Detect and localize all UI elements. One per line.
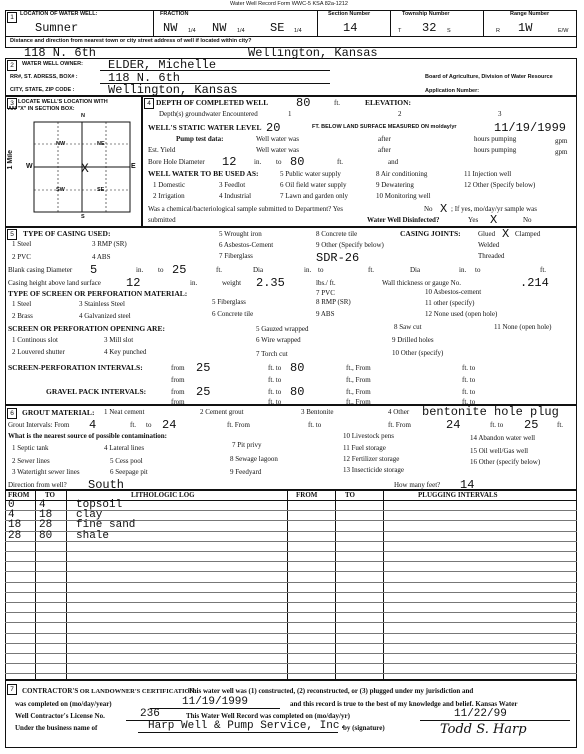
grout-ftfrom-2: ft. From <box>388 421 411 429</box>
use-2: 2 Irrigation <box>153 192 185 200</box>
range-label: Range Number <box>510 11 550 17</box>
log-desc-cell: clay <box>76 509 103 522</box>
gravel-intervals-label: GRAVEL PACK INTERVALS: <box>46 387 147 396</box>
depth-label: DEPTH OF COMPLETED WELL <box>156 98 269 107</box>
chem-sample-label: Was a chemical/bacteriological sample submitted to Department? Yes <box>148 205 343 213</box>
blank-ft-3: ft. <box>540 266 547 274</box>
weight-value: 2.35 <box>256 276 285 290</box>
cert-line-1: This water well was (1) constructed, (2) reconstructed, or (3) plugged under my jurisdiction and <box>188 687 474 695</box>
township-s: S <box>447 28 451 34</box>
joint-clamped: Clamped <box>515 230 541 238</box>
blank-in-2: in. <box>304 266 312 274</box>
perf-ftto-4: ft. to <box>462 376 476 384</box>
blank-in: in. <box>136 266 144 274</box>
contam-8: 8 Sewage lagoon <box>230 455 278 463</box>
casing-3: 3 RMP (SR) <box>92 240 127 248</box>
static-level-value: 20 <box>266 121 281 135</box>
log-rule-line <box>5 592 577 593</box>
blank-to: to <box>158 266 164 274</box>
fraction-1: NW <box>163 21 178 35</box>
groundwater-label: Depth(s) groundwater Encountered <box>159 110 258 118</box>
range-value: 1W <box>518 21 533 35</box>
static-date-value: 11/19/1999 <box>494 121 567 135</box>
quarter-label-1: 1/4 <box>188 28 196 34</box>
log-from-cell: 18 <box>8 519 22 532</box>
csz-label: CITY, STATE, ZIP CODE : <box>10 87 75 93</box>
disinfected-label: Water Well Disinfected? <box>367 216 440 224</box>
bore-and: and <box>388 158 399 166</box>
perf-intervals-label: SCREEN-PERFORATION INTERVALS: <box>8 363 143 372</box>
openings-label: SCREEN OR PERFORATION OPENING ARE: <box>8 324 165 333</box>
grout-to2-value: 25 <box>524 418 539 432</box>
bore-value: 12 <box>222 155 237 169</box>
rr-label: RR#, ST. ADRESS, BOX# : <box>10 74 78 80</box>
cert-contractor: CONTRACTOR'S <box>22 687 79 695</box>
bore-ft: ft. <box>337 158 344 166</box>
static-level-label: WELL'S STATIC WATER LEVEL <box>148 123 262 132</box>
range-ew: E/W <box>558 28 569 34</box>
bore-label: Bore Hole Diameter <box>148 158 205 166</box>
use-4: 4 Industrial <box>219 192 252 200</box>
pump-hours-1: hours pumping <box>474 135 517 143</box>
grout-to-1: to <box>146 421 152 429</box>
log-rule-line <box>5 561 577 562</box>
log-rule-line <box>5 622 577 623</box>
contam-1: 1 Septic tank <box>12 444 49 452</box>
quadrant-ne: NE <box>97 141 105 147</box>
cert-line-3b: This Water Well Record was completed on (mo/day/yr) <box>186 712 350 720</box>
above-in: in. <box>190 279 198 287</box>
screen-11: 11 other (specify) <box>425 299 475 307</box>
log-rule-line <box>5 571 577 572</box>
form-header: Water Well Record Form WWC-5 KSA 82a-1212 <box>230 1 348 7</box>
gravel-to-value: 80 <box>290 385 305 399</box>
bore-to: to <box>276 158 282 166</box>
chem-no: No <box>424 205 433 213</box>
pump-well-water-2: Well water was <box>256 146 299 154</box>
log-rule-line <box>5 663 577 664</box>
perf-to-value: 80 <box>290 361 305 375</box>
casing-4: 4 ABS <box>92 253 111 261</box>
gravel-ftto-3: ft. to <box>268 398 282 406</box>
opening-10: 10 Other (specify) <box>392 349 444 357</box>
address-value: 118 N. 6th <box>24 46 97 60</box>
owner-label: WATER WELL OWNER: <box>22 61 83 67</box>
county-value: Sumner <box>35 21 79 35</box>
casing-1: 1 Steel <box>12 240 32 248</box>
south-label: S <box>81 214 85 220</box>
cert-line-4a: Under the business name of <box>15 724 98 732</box>
log-rule-line <box>5 633 577 634</box>
cert-line-3a: Well Contractor's License No. <box>15 712 105 720</box>
section-number-4: 4 <box>144 98 154 109</box>
grout-ft-2: ft. <box>557 421 564 429</box>
contam-16: 16 Other (specify below) <box>470 458 541 466</box>
business-name-value: Harp Well & Pump Service, Inc. <box>148 720 347 732</box>
log-rule-line <box>5 653 577 654</box>
screen-12: 12 None used (open hole) <box>425 310 498 318</box>
north-label: N <box>81 113 85 119</box>
contam-4: 4 Lateral lines <box>104 444 145 452</box>
use-9: 9 Dewatering <box>376 181 414 189</box>
log-to-header: TO <box>45 491 55 499</box>
opening-1: 1 Continous slot <box>12 336 58 344</box>
pump-gpm-1: gpm <box>555 137 568 145</box>
gw-1: 1 <box>288 110 292 118</box>
quadrant-se: SE <box>97 187 105 193</box>
section-number-1: 1 <box>7 12 17 23</box>
plug-from-header: FROM <box>296 491 318 499</box>
contam-13: 13 Insecticide storage <box>343 466 405 474</box>
screen-8: 8 RMP (SR) <box>316 298 351 306</box>
fraction-3: SE <box>270 21 285 35</box>
quarter-label-2: 1/4 <box>237 28 245 34</box>
casing-2: 2 PVC <box>12 253 31 261</box>
blank-to-3: to <box>475 266 481 274</box>
above-surface-label: Casing height above land surface <box>8 279 101 287</box>
cert-line-2a: was completed on (mo/day/year) <box>15 700 112 708</box>
log-to-cell: 4 <box>39 499 46 511</box>
log-to-cell: 28 <box>39 519 53 532</box>
disinfected-no: No <box>523 216 532 224</box>
chem-mark: X <box>440 202 448 216</box>
opening-6: 6 Wire wrapped <box>256 336 301 344</box>
perf-ftfrom-2: ft., From <box>346 376 371 384</box>
contamination-label: What is the nearest source of possible contamination: <box>8 432 167 440</box>
completed-date-value: 11/19/1999 <box>182 696 249 708</box>
chem-submitted: submitted <box>148 216 176 224</box>
location-label: LOCATION OF WATER WELL: <box>20 11 98 17</box>
section-number-label: Section Number <box>328 11 371 17</box>
plugging-intervals-header: PLUGGING INTERVALS <box>418 491 498 499</box>
blank-diameter-value: 5 <box>90 263 98 277</box>
casing-9: 9 Other (Specify below) <box>316 241 384 249</box>
grout-ftto-1: ft. to <box>308 421 322 429</box>
pump-test-label: Pump test data: <box>176 135 224 143</box>
blank-dia-2: Dia <box>253 266 264 274</box>
how-many-feet-label: How many feet? <box>394 481 441 489</box>
grout-intervals-label: Grout Intervals: From <box>8 421 70 429</box>
log-from-header: FROM <box>8 491 30 499</box>
chem-ifyes: ; If yes, mo/day/yr sample was <box>451 205 537 213</box>
opening-9: 9 Drilled holes <box>392 336 434 344</box>
gravel-ftfrom-2: ft., From <box>346 398 371 406</box>
contam-3: 3 Watertight sewer lines <box>12 468 80 476</box>
joint-mark: X <box>502 227 510 241</box>
blank-ft: ft. <box>216 266 223 274</box>
grout-4: 4 Other <box>388 408 410 416</box>
section-number-7: 7 <box>7 684 17 695</box>
contam-15: 15 Oil well/Gas well <box>470 447 529 455</box>
pump-after-1: after <box>378 135 391 143</box>
disinfected-yes: Yes <box>468 216 479 224</box>
how-many-feet-value: 14 <box>460 478 475 492</box>
log-desc-cell: fine sand <box>76 519 136 532</box>
grout-ft-1: ft. <box>130 421 137 429</box>
disinfected-mark: X <box>490 213 498 227</box>
casing-label: TYPE OF CASING USED: <box>23 229 111 238</box>
joint-welded: Welded <box>478 241 500 249</box>
license-value: 236 <box>140 708 160 720</box>
pump-after-2: after <box>378 146 391 154</box>
cert-landowner: OR LANDOWNER'S CERTIFICATION: <box>79 688 197 695</box>
screen-5: 5 Fiberglass <box>212 298 246 306</box>
depth-unit: ft. <box>334 99 341 107</box>
log-from-cell: 28 <box>8 529 22 542</box>
section-value: 14 <box>343 21 358 35</box>
fraction-2: NW <box>212 21 227 35</box>
gravel-ftto-2: ft. to <box>462 388 476 396</box>
blank-dia-3: Dia <box>410 266 421 274</box>
gravel-from-value: 25 <box>196 385 211 399</box>
opening-3: 3 Mill slot <box>104 336 134 344</box>
log-rule-line <box>5 551 577 552</box>
board-label: Board of Agriculture, Division of Water Resource <box>425 74 553 80</box>
opening-2: 2 Louvered shutter <box>12 348 65 356</box>
bore-to-value: 80 <box>290 155 305 169</box>
wall-thickness-value: .214 <box>520 276 549 290</box>
casing-other-value: SDR-26 <box>316 251 360 265</box>
blank-to-2: to <box>318 266 324 274</box>
west-label: W <box>26 163 33 170</box>
log-rule-line <box>5 673 577 674</box>
quadrant-sw: SW <box>56 187 65 193</box>
perf-ftto-1: ft. to <box>268 364 282 372</box>
opening-5: 5 Gauzed wrapped <box>256 325 309 333</box>
perf-ftto-2: ft. to <box>462 364 476 372</box>
screen-9: 9 ABS <box>316 310 335 318</box>
casing-7: 7 Fiberglass <box>219 252 253 260</box>
bore-in: in. <box>254 158 262 166</box>
contam-7: 7 Pit privy <box>232 441 262 449</box>
city-value: Wellington, Kansas <box>248 46 378 60</box>
weight-label: weight <box>222 279 242 287</box>
use-11: 11 Injection well <box>464 170 512 178</box>
log-lithologic-header: LITHOLOGIC LOG <box>131 491 195 499</box>
use-1: 1 Domestic <box>153 181 186 189</box>
gravel-from-2: from <box>171 398 185 406</box>
cert-label <box>22 687 196 695</box>
contam-10: 10 Livestock pens <box>343 432 394 440</box>
use-5: 5 Public water supply <box>280 170 341 178</box>
wall-thickness-label: Wall thickness or gauge No. <box>382 279 461 287</box>
csz-value: Wellington, Kansas <box>108 83 238 97</box>
pump-gpm-2: gpm <box>555 148 568 156</box>
perf-from-1: from <box>171 364 185 372</box>
screen-10: 10 Asbestos-cement <box>425 288 482 296</box>
location-mark: X <box>81 161 89 176</box>
grout-other-value: bentonite hole plug <box>422 405 559 419</box>
grout-to-value: 24 <box>162 418 177 432</box>
screen-7: 7 PVC <box>316 289 335 297</box>
rr-value: 118 N. 6th <box>108 71 181 85</box>
section-number-6: 6 <box>7 408 17 419</box>
log-rule-line <box>5 612 577 613</box>
plug-to-header: TO <box>345 491 355 499</box>
log-desc-cell: topsoil <box>76 499 123 511</box>
grout-ftfrom-1: ft. From <box>227 421 250 429</box>
grout-3: 3 Bentonite <box>301 408 334 416</box>
log-rule-line <box>5 643 577 644</box>
contam-5: 5 Cess pool <box>110 457 143 465</box>
log-rule-line <box>5 602 577 603</box>
log-to-cell: 80 <box>39 529 53 542</box>
township-t: T <box>398 28 402 34</box>
opening-4: 4 Key punched <box>104 348 147 356</box>
gravel-ftfrom-1: ft., From <box>346 388 371 396</box>
gw-2: 2 <box>398 110 402 118</box>
range-r: R <box>496 28 500 34</box>
casing-5: 5 Wrought iron <box>219 230 262 238</box>
quarter-label-3: 1/4 <box>294 28 302 34</box>
perf-from-2: from <box>171 376 185 384</box>
gravel-ftto-1: ft. to <box>268 388 282 396</box>
fraction-label: FRACTION <box>160 11 189 17</box>
section-number-5: 5 <box>7 229 17 240</box>
grout-from2-value: 24 <box>446 418 461 432</box>
weight-unit: lbs./ ft. <box>316 279 336 287</box>
est-yield-label: Est. Yield <box>148 146 176 154</box>
record-date-value: 11/22/99 <box>454 708 507 720</box>
use-8: 8 Air conditioning <box>376 170 428 178</box>
opening-8: 8 Saw cut <box>394 323 422 331</box>
screen-2: 2 Brass <box>12 312 33 320</box>
pump-hours-2: hours pumping <box>474 146 517 154</box>
use-3: 3 Feedlot <box>219 181 246 189</box>
pump-well-water-1: Well water was <box>256 135 299 143</box>
locate-label-1: LOCATE WELL'S LOCATION WITH <box>18 99 108 105</box>
grout-ftto-2: ft. to <box>490 421 504 429</box>
log-rule-line <box>5 582 577 583</box>
use-7: 7 Lawn and garden only <box>280 192 349 200</box>
joint-threaded: Threaded <box>478 252 505 260</box>
above-surface-value: 12 <box>126 276 141 290</box>
gravel-ftto-4: ft. to <box>462 398 476 406</box>
grout-label: GROUT MATERIAL: <box>22 408 95 417</box>
mile-label: 1 Mile <box>7 150 14 170</box>
blank-in-3: in. <box>459 266 467 274</box>
township-label: Township Number <box>402 11 450 17</box>
blank-to-value: 25 <box>172 263 187 277</box>
township-value: 32 <box>422 21 437 35</box>
grout-2: 2 Cement grout <box>200 408 244 416</box>
casing-joints-label: CASING JOINTS: <box>400 229 461 238</box>
gw-3: 3 <box>498 110 502 118</box>
below-surface-label: FT. BELOW LAND SURFACE MEASURED ON mo/day/yr <box>312 124 457 130</box>
blank-diameter-label: Blank casing Diameter <box>8 266 73 274</box>
casing-6: 6 Asbestos-Cement <box>219 241 274 249</box>
cert-line-4b: by (signature) <box>343 724 385 732</box>
contam-11: 11 Fuel storage <box>343 444 386 452</box>
grout-1: 1 Neat cement <box>104 408 145 416</box>
contam-9: 9 Feedyard <box>230 468 262 476</box>
gravel-from-1: from <box>171 388 185 396</box>
screen-6: 6 Concrete tile <box>212 310 254 318</box>
use-6: 6 Oil field water supply <box>280 181 347 189</box>
perf-ftfrom-1: ft., From <box>346 364 371 372</box>
screen-4: 4 Galvanized steel <box>79 312 131 320</box>
contam-2: 2 Sewer lines <box>12 457 50 465</box>
log-desc-cell: shale <box>76 529 110 542</box>
screen-1: 1 Steel <box>12 300 32 308</box>
log-from-cell: 0 <box>8 499 15 511</box>
section-number-2: 2 <box>7 60 17 71</box>
use-label: WELL WATER TO BE USED AS: <box>148 169 259 178</box>
grout-from-value: 4 <box>89 418 97 432</box>
depth-value: 80 <box>296 96 311 110</box>
signature: Todd S. Harp <box>440 722 527 737</box>
elevation-label: ELEVATION: <box>365 98 411 107</box>
application-label: Application Number: <box>425 88 480 94</box>
blank-ft-2: ft. <box>368 266 375 274</box>
perf-ftto-3: ft. to <box>268 376 282 384</box>
direction-value: South <box>88 478 125 492</box>
use-10: 10 Monitoring well <box>376 192 431 200</box>
locate-label-2: AN "X" IN SECTION BOX: <box>8 106 75 112</box>
section-number-3: 3 <box>7 98 17 109</box>
east-label: E <box>131 163 136 170</box>
use-12: 12 Other (Specify below) <box>464 181 536 189</box>
contam-6: 6 Seepage pit <box>110 468 148 476</box>
distance-label: Distance and direction from nearest town or city street address of well if located within city? <box>10 38 252 44</box>
opening-7: 7 Torch cut <box>256 350 288 358</box>
contam-12: 12 Fertilizer storage <box>343 455 400 463</box>
joint-glued: Glued <box>478 230 496 238</box>
owner-value: ELDER, Michelle <box>108 58 217 72</box>
log-to-cell: 18 <box>39 509 53 522</box>
direction-label: Direction from well? <box>8 481 67 489</box>
contam-14: 14 Abandon water well <box>470 434 536 442</box>
quadrant-nw: NW <box>56 141 66 147</box>
casing-8: 8 Concrete tile <box>316 230 358 238</box>
perf-from-value: 25 <box>196 361 211 375</box>
screen-3: 3 Stainless Steel <box>79 300 125 308</box>
cert-line-2b: and this record is true to the best of my knowledge and belief. Kansas Water <box>290 700 518 708</box>
log-from-cell: 4 <box>8 509 15 522</box>
opening-11: 11 None (open hole) <box>494 323 552 331</box>
screen-type-label: TYPE OF SCREEN OR PERFORATION MATERIAL: <box>8 289 188 298</box>
